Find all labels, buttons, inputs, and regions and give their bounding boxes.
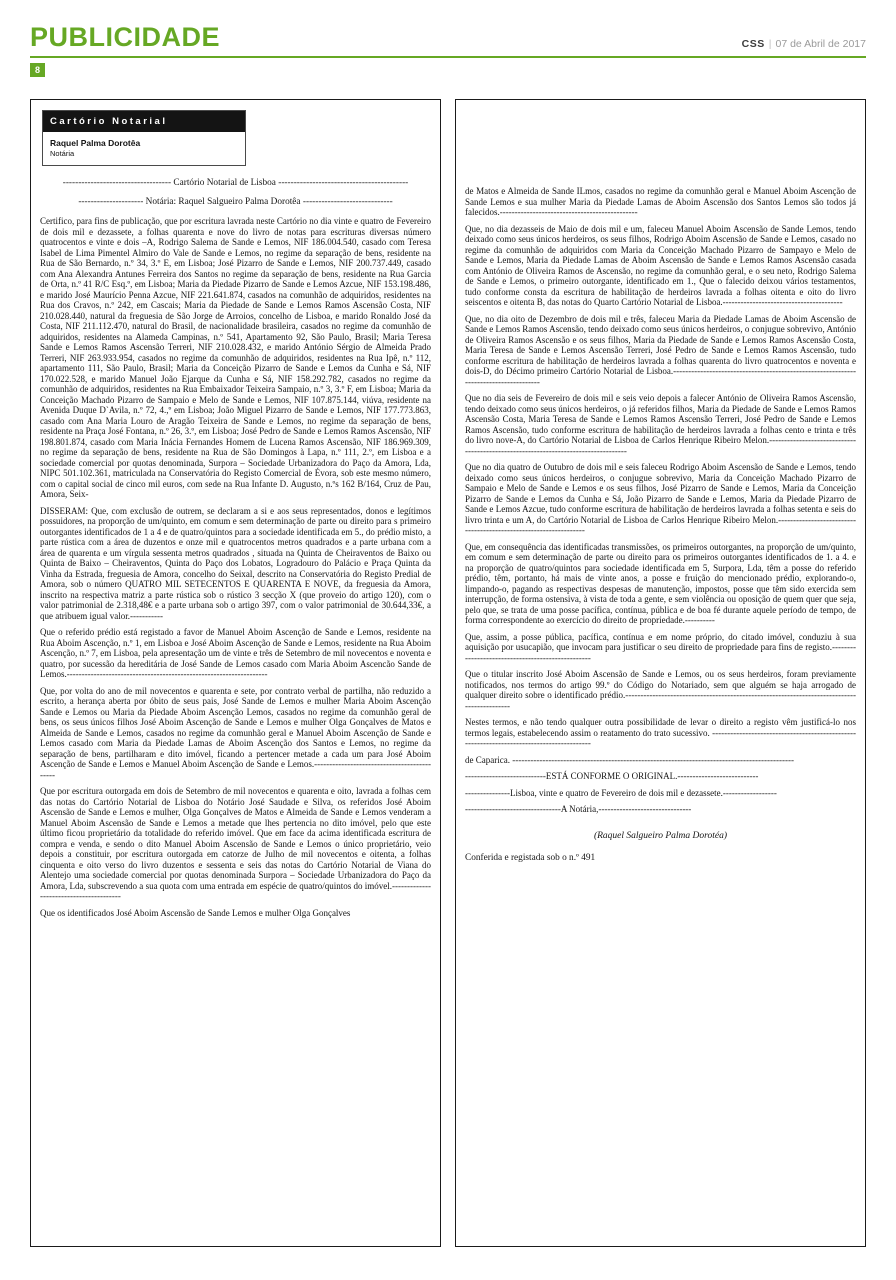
edition-info xyxy=(742,38,866,53)
notice-paragraph: Que, no dia oito de Dezembro de dois mil e três, faleceu Maria da Piedade Lamas de Aboim Ascensão de Sande e Lemos Ramos Ascensão, tendo deixado como seus únicos herdeiros, o conjugue sobrevivo, António de Oliveira Ramos Ascensão e os seus filhos, Maria da Piedade de Sande e Lemos Ramos Ascensão Costa, Maria Teresa de Sande e Lemos Ascensão Terreri, José Pedro de Sande e Lemos Ramos Ascensão, tudo conforme escritura de habilitação de herdeiros lavrada a folhas quarenta do livro quatrocentos e noventa e dois-D, do Décimo primeiro Cartório Notarial de Lisboa.-------------------------------------------------------------------------------------- xyxy=(465,313,856,387)
closing-line: ---------------------------ESTÁ CONFORME O ORIGINAL.--------------------------- xyxy=(465,771,759,781)
notice-paragraph: Que, assim, a posse pública, pacífica, contínua e em nome próprio, do citado imóvel, conduziu à sua aquisição por usucapião, que invocam para justificar o seu direito de propriedade para fins de registo.-------------------------------------------------- xyxy=(465,631,856,663)
notice-paragraph: DISSERAM: Que, com exclusão de outrem, se declaram a si e aos seus representados, donos e legítimos possuidores, na proporção de um/quinto, em comum e sem determinação de parte ou direito para s primeiro outorgantes identificados de 1 a 4 e de quatro/quintos para a sociedade identificada em 5., do prédio misto, a parte rústica com a área de duzentos e onze mil e quatrocentos metros quadrados e a parte urbana com a área de quarenta e um vírgula sessenta metros quadrados , situada na Quinta de Cheiraventos de Baixo ou Quinta de Baixo – Cheiraventos, Quinta do Paço dos Lobatos, Logradouro do Palácio e Praça Quinta da Vinha da Estrada, freguesia de Amora, concelho do Seixal, descrito na Conservatória do Registo Predial de Amora, sob o número QUATRO MIL SETECENTOS E QUARENTA E NOVE, da freguesia da Amora, inscrito na respectiva matriz a parte rústica sob o rústico 3 secção X (que proveio do artigo 120), com o valor patrimonial de 2.318,48€ e a parte urbana sob o artigo 397, com o valor patrimonial de 30.644,33€, a que atribuem igual valor.----------- xyxy=(40,505,431,621)
closing-line: ---------------Lisboa, vinte e quatro de Fevereiro de dois mil e dezassete.------------------ xyxy=(465,787,777,798)
notice-paragraph: Que, em consequência das identificadas transmissões, os primeiros outorgantes, na proporção de um/quinto, em comum e sem determinação de parte ou direito para os primeiros outorgantes identificados de 1. a 4. e na proporção de quatro/quintos para sociedade identificada em 5, Surpora, Lda, têm a posse do referido prédio, têm, portanto, há mais de vinte anos, a posse e fruição do mencionado prédio, explorando-o, limpando-o, pagando as respectivas despesas de manutenção, impostos, posse que têm sido exercida sem interrupção, de forma ostensiva, à vista de toda a gente, e sem violência ou oposição de quem quer que seja, pelo que, se trata de uma posse pacífica, contínua, pública e de boa fé durante aquele período de tempo, de forma correspondente ao exercício do direito de propriedade.---------- xyxy=(465,541,856,625)
notice-title-lines xyxy=(40,178,431,208)
masthead-rule xyxy=(30,56,866,58)
edition-separator: | xyxy=(768,38,772,50)
notary-signature: (Raquel Salgueiro Palma Dorotéa) xyxy=(593,830,728,841)
notice-paragraph: de Matos e Almeida de Sande ILmos, casados no regime da comunhão geral e Manuel Aboim Ascenção de Sande Lemos e sua mulher Maria da Piedade Lamas de Aboim Ascensão dos Santos Lemos são todos já falecidos.---------------------------------------------- xyxy=(465,186,856,217)
notary-logo-header: Cartório Notarial xyxy=(43,111,245,132)
publication-brand: CSS xyxy=(741,38,765,50)
notice-paragraph: Que, por volta do ano de mil novecentos e quarenta e sete, por contrato verbal de partilha, não reduzido a escrito, a herança aberta por óbito de seus pais, José Sande de Lemos e mulher Maria Aboim Ascenção Sande e Lemos ou Maria da Piedade Aboim Ascenção Lemos, casados no regime da comunhão geral de bens, os seus únicos filhos José Aboim Ascenção de Sande e Lemos e mulher Olga Gonçalves de Matos e Almeida de Sande e Lemos, casados no regime da comunhão geral e Manuel Aboim Ascenção de Sande e Lemos casado com Maria da Piedade Lamas de Aboim Ascenção dos Santos e Lemos, no regime da separação de bens, partilharam e dito imóvel, ficando a pertencer metade a cada um para José Aboim Ascenção de Sande e Lemos e Manuel Aboim Ascenção de Sande e Lemos.-------------------------------------------- xyxy=(40,685,431,780)
notice-paragraph: Que o referido prédio está registado a favor de Manuel Aboim Ascenção de Sande e Lemos, residente na Rua Aboim Ascenção, n.º 1, em Lisboa e José Aboim Ascenção de Sande e Lemos, residente na Rua Aboim Ascenção, n.º 7, em Lisboa, pela apresentação um de vinte e três de Setembro de mil novecentos e noventa e quatro, por sucessão da hereditária de José Sande de Lemos casado com Maria Aboim Ascencão Sande de Lemos.------------------------------------------------------------------- xyxy=(40,627,431,679)
notice-paragraph: Que, no dia dezasseis de Maio de dois mil e um, faleceu Manuel Aboim Ascensão de Sande Lemos, tendo deixado como seus únicos herdeiros, os seus filhos, Rodrigo Aboim Ascensão de Sande e Lemos, casado no regime da comunhão de adquiridos com Maria da Conceição Machado Pizarro de Sampayo e Melo de Sande e Lemos, Maria da Piedade Lamas de Aboim Ascensão de Sande e Lemos Ramos Ascensão casada com António de Oliveira Ramos de Ascensão, no regime da comunhão geral, e o seu neto, Rodrigo Salema de Sande e Lemos, o primeiro outorgante, identificado em 1., Que o falecido deixou vários testamentos, tudo conforme consta da escritura de habilitação de herdeiros lavrada a folhas oitenta e oito do livro seiscentos e oitenta B, das notas do Quarto Cartório Notarial de Lisboa.---------------------------------------- xyxy=(465,223,856,307)
page-header xyxy=(30,22,866,53)
notice-paragraph: Que no dia seis de Fevereiro de dois mil e seis veio depois a falecer António de Oliveira Ramos Ascensão, tendo deixado como seus únicos herdeiros, o já referidos filhos, Maria da Piedade de Sande e Lemos Ramos Ascensão Costa, Maria Teresa de Sande e Lemos Ramos Ascensão Terreri, José Pedro de Sande e Lemos Ramos Ascensão, tudo conforme escritura de habilitação de herdeiros lavrada a folhas cento e trinta e três do livro nove-A, do Cartório Notarial de Lisboa de Carlos Henrique Ribeiro Melon.----------------------------------------------------------------------------------- xyxy=(465,393,856,456)
notary-logo-name: Raquel Palma Dorotêa xyxy=(50,138,141,148)
notice-paragraph: Certifico, para fins de publicação, que por escritura lavrada neste Cartório no dia vinte e quatro de Fevereiro de dois mil e dezassete, a folhas quarenta e nove do livro de notas para escrituras diversas número quatrocentos e vinte e dois –A, Rodrigo Salema de Sande e Lemos, NIF 186.004.540, casado com Teresa Isabel de Lima Pimentel Almiro do Vale de Sande e Lemos, no regime da separação de bens, residente na Rua de São Bernardo, n.º 34, 3.º E, em Lisboa; José Pizarro de Sande e Lemos, NIF 200.737.449, casado com Ana Alexandra Antunes Ferreira dos Santos no regime da separação de bens, residente na Rua Garcia de Orta, n.º 41 R/C Esq.º, em Lisboa; Maria da Piedade Pizarro de Sande e Lemos Azcue, NIF 153.198.486, e marido José Maurício Penna Azcue, NIF 221.641.874, casados na comunhão de adquiridos, residentes na Rua dos Cravos, n.º 242, em Cascais; Maria da Piedade de Sande e Lemos Ramos Ascensão Costa, NIF 210.028.440, natural da freguesia de São Jorge de Arroios, concelho de Lisboa, e marido Ronaldo José da Costa, NIF 211.112.470, natural do Brasil, de nacionalidade brasileira, casados no regime da comunhão de adquiridos, residentes na Alameda Campinas, n.º 541, Apartamento 92, São Paulo, Brasil; Maria Teresa Sande e Lemos Ramos Ascensão Terreri, NIF 210.028.432, e marido António Sérgio de Almeida Prado Terreri, NIF 263.933.954, casados no regime da comunhão de adquiridos, residentes na Rua Ipê, n.º 112, apartamento 111, São Paulo, Brasil; Maria da Conceição Pizarro de Sande e Lemos da Cunha e Sá, NIF 170.022.528, e marido Manuel João Ejarque da Cunha e Sá, NIF 158.292.782, casados no regime da comunhão de adquiridos, residentes na Rua Embaixador Teixeira Sampaio, n.º 3, 3.º F, em Lisboa; Maria da Conceição Machado Pizarro de Sampaio e Melo de Sande e Lemos, NIF 107.875.144, viúva, residente na Avenida Duque D`Avila, n.º 72, 4.,º em Lisboa; João Miguel Pizarro de Sande e Lemos, NIF 177.773.863, casado com Ana Maria Louro de Aragão Teixeira de Sande e Lemos, no regime da separação de bens, residente na Praça José Fontana, n.º 26, 3.º, em Lisboa; José Pedro de Sande e Lemos Ramos Ascensão, NIF 198.801.874, casado com Maria Inácia Fernandes Homem de Lucena Ramos Ascensão, NIF 186.969.309, no regime da separação de bens, residente na Rua de São Domingos à Lapa, n.º 111, 2.º, em Lisboa e a sociedade comercial por quotas denominada, Surpora – Sociedade Urbanizadora do Paço da Amora, Lda, NIPC 501.102.361, matriculada na Conservatória do Registo Comercial de Évora, sob este mesmo número, com o capital social de cinco mil euros, com sede na Rua Infante D. Augusto, n.ºs 162 B/164, Cruz de Pau, Amora, Seix- xyxy=(40,216,431,499)
notice-paragraph: Que por escritura outorgada em dois de Setembro de mil novecentos e quarenta e oito, lavrada a folhas cem das notas do Cartório Notarial de Lisboa do Notário José Saudade e Silva, os referidos José Aboim Ascensão de Sande e Lemos e mulher, Olga Gonçalves de Matos e Almeida de Sande e Lemos venderam a Manuel Aboim Ascensão de Sande e Lemos a metade que lhes pertencia no dito imóvel, pelo que este último ficou proprietário da totalidade do referido imóvel. Que em face da acima identificada escritura de compra e venda, e sendo o dito Manuel Aboim Ascensão de Sande e Lemos o único proprietário, veio depois a constituir, por escritura outorgada em catorze de Julho de mil novecentos e oitenta, a folhas cinquenta e oito verso do livro duzentos e sessenta e seis das notas do Cartório Notarial de Viana do Alentejo uma sociedade comercial por quotas denominada Surpora – Sociedade Urbanizadora do Paço da Amora, Lda, subscrevendo a sua quota com uma entrada em espécie de quatro/quintos do imóvel.---------------------------------------- xyxy=(40,786,431,901)
section-title: PUBLICIDADE xyxy=(30,22,221,52)
notice-columns xyxy=(30,99,866,1247)
notice-title-line: ----------------------------------- Cartório Notarial de Lisboa ------------------------------------------ xyxy=(62,178,409,188)
edition-date: 07 de Abril de 2017 xyxy=(775,38,866,50)
notice-paragraph: Que os identificados José Aboim Ascensão de Sande Lemos e mulher Olga Gonçalves xyxy=(40,907,351,918)
closing-line: --------------------------------A Notária,------------------------------- xyxy=(465,804,692,814)
notary-logo-role: Notária xyxy=(50,149,75,158)
notice-paragraph: Que no dia quatro de Outubro de dois mil e seis faleceu Rodrigo Aboim Ascensão de Sande e Lemos, tendo deixado como seus únicos herdeiros, o conjugue sobrevivo, Maria da Conceição Machado Pizarro de Sampaio e Melo de Sande e Lemos e os seus filhos, José Pizarro de Sande e Lemos, Maria da Conceição Pizarro de Sande e Lemos da Cunha e Sá, João Pizarro de Sande e Lemos, Maria da Piedade Pizarro de Sande e Lemos Azcue, tudo conforme escritura de habilitação de herdeiros lavrada a folhas setenta e seis do livro trinta e um A, do Cartório Notarial de Lisboa de Carlos Henrique Ribeiro Melon.------------------------------------------------------------------ xyxy=(465,462,856,535)
left-column xyxy=(30,99,441,1247)
notice-body-left xyxy=(40,216,431,918)
notice-paragraph: de Caparica. ---------------------------------------------------------------------------------------------- xyxy=(465,754,794,765)
registration-note: Conferida e registada sob o n.º 491 xyxy=(465,852,596,863)
right-column xyxy=(455,99,866,1247)
page-number-badge: 8 xyxy=(30,63,45,77)
notice-closing-lines xyxy=(465,771,856,815)
notice-paragraph: Nestes termos, e não tendo qualquer outra possibilidade de levar o direito a registo vêm justificá-lo nos termos legais, estabelecendo assim o reatamento do trato sucessivo. ------------------------------------------------------------------------------------------ xyxy=(465,717,856,748)
notice-title-line: --------------------- Notária: Raquel Salgueiro Palma Dorotêa ----------------------------- xyxy=(78,197,393,207)
notary-logo xyxy=(42,110,246,166)
notice-paragraph: Que o titular inscrito José Aboim Ascensão de Sande e Lemos, ou os seus herdeiros, foram previamente notificados, nos termos do artigo 99.º do Código do Notariado, sem que alguém se haja arrogado de qualquer direito sobre o identificado prédio.-------------------------------------------------------------------------------------------- xyxy=(465,669,856,711)
notice-body-right xyxy=(465,186,856,765)
